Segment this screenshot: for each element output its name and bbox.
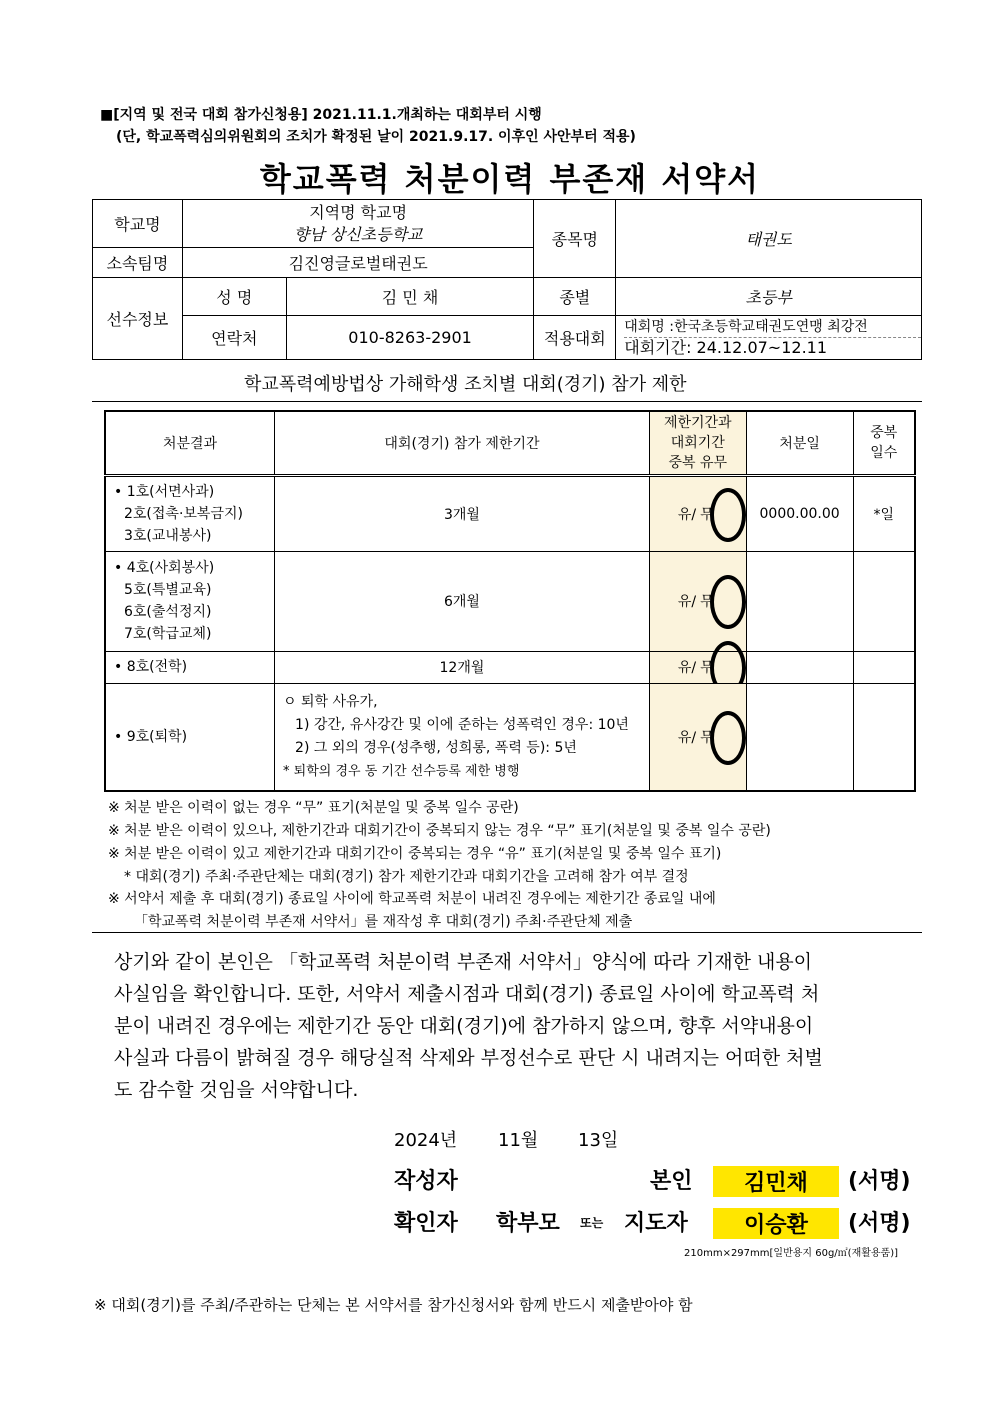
- pledge-line: 분이 내려진 경우에는 제한기간 동안 대회(경기)에 참가하지 않으며, 향후 서약내용이: [114, 1015, 814, 1037]
- school-value: 향남 상신초등학교: [293, 224, 423, 244]
- division-label: 종별: [534, 278, 616, 316]
- header-overlap-1: 제한기간과: [663, 414, 732, 431]
- header-overlap-2: 대회기간: [670, 434, 725, 451]
- paper-spec: 210mm×297mm[일반용지 60g/㎡(재활용품)]: [684, 1248, 899, 1259]
- event-cell: [616, 316, 922, 360]
- contact-label: 연락처: [182, 316, 286, 360]
- restriction-title: 학교폭력예방법상 가해학생 조치별 대회(경기) 참가 제한: [244, 374, 687, 395]
- confirm-label: 확인자: [394, 1211, 458, 1236]
- row1-period: 3개월: [275, 475, 650, 551]
- row1-days: *일: [853, 475, 915, 551]
- row4-days: [853, 683, 915, 791]
- date-day: 13일: [578, 1130, 619, 1151]
- row4-overlap: [649, 683, 746, 791]
- row4-period-line: * 퇴학의 경우 동 기간 선수등록 제한 병행: [283, 763, 520, 779]
- row4-items: • 9호(퇴학): [105, 683, 275, 791]
- pledge-line: 도 감수할 것임을 서약합니다.: [114, 1079, 359, 1101]
- restriction-table: [104, 410, 916, 792]
- row2-overlap: [649, 551, 746, 651]
- or-label: 또는: [580, 1216, 604, 1230]
- school-header: 지역명 학교명: [309, 202, 408, 222]
- header-days: [853, 411, 915, 475]
- row3-date: [746, 651, 853, 683]
- row2-date: [746, 551, 853, 651]
- header-days-1: 중복: [870, 424, 898, 441]
- note-line: 「학교폭력 처분이력 부존재 서약서」를 재작성 후 대회(경기) 주최·주관단체 제출: [134, 914, 633, 930]
- row3-yu: 유/: [677, 660, 697, 676]
- row1-mu-circled: 무: [696, 504, 718, 524]
- pledge-line: 사실과 다름이 밝혀질 경우 해당실적 삭제와 부정선수로 판단 시 내려지는 어떠한 처벌: [114, 1047, 823, 1069]
- row3-mu-circled: 무: [696, 657, 718, 677]
- row3-period: 12개월: [275, 651, 650, 683]
- header-result: 처분결과: [105, 411, 275, 475]
- row2-item: 6호(출석정지): [124, 604, 212, 620]
- team-label: 소속팀명: [93, 248, 183, 278]
- footer-note: ※ 대회(경기)를 주최/주관하는 단체는 본 서약서를 참가신청서와 함께 반드시 제출받아야 함: [94, 1296, 693, 1314]
- info-table: [92, 199, 922, 360]
- header-overlap: [649, 411, 746, 475]
- pledge-paragraph: [114, 946, 823, 1106]
- name-value: 김 민 채: [286, 278, 534, 316]
- note-line: ※ 처분 받은 이력이 있으나, 제한기간과 대회기간이 중복되지 않는 경우 “무” 표기(처분일 및 중복 일수 공란): [108, 823, 771, 839]
- notice-line-1: ■[지역 및 전국 대회 참가신청용] 2021.11.1.개최하는 대회부터 시행: [100, 107, 542, 123]
- date-year: 2024년: [394, 1130, 458, 1151]
- parent-label: 학부모: [496, 1211, 560, 1236]
- row2-period: 6개월: [275, 551, 650, 651]
- header-days-2: 일수: [870, 444, 898, 461]
- notice-line-2: (단, 학교폭력심의위원회의 조치가 확정된 날이 2021.9.17. 이후인 사안부터 적용): [116, 129, 636, 145]
- table-row: [105, 683, 915, 791]
- note-line: * 대회(경기) 주최·주관단체는 대회(경기) 참가 제한기간과 대회기간을 고려해 참가 여부 결정: [124, 869, 689, 885]
- coach-sign: (서명): [848, 1211, 911, 1236]
- row1-items: [105, 475, 275, 551]
- divider: [92, 932, 922, 933]
- table-row: [105, 551, 915, 651]
- row4-period-line: 2) 그 외의 경우(성추행, 성희롱, 폭력 등): 5년: [295, 739, 577, 756]
- header-overlap-3: 중복 유무: [668, 454, 728, 471]
- row1-overlap: [649, 475, 746, 551]
- row4-period-line: ㅇ 퇴학 사유가,: [283, 693, 378, 710]
- row2-yu: 유/: [677, 594, 697, 610]
- self-name: 김민채: [713, 1166, 839, 1197]
- contact-value: 010-8263-2901: [286, 316, 534, 360]
- row3-days: [853, 651, 915, 683]
- row2-item: 7호(학급교체): [124, 626, 212, 642]
- row4-period-line: 1) 강간, 유사강간 및 이에 준하는 성폭력인 경우: 10년: [295, 716, 629, 733]
- table-row: [105, 475, 915, 551]
- header-period: 대회(경기) 참가 제한기간: [275, 411, 650, 475]
- row2-mu-circled: 무: [696, 591, 718, 611]
- name-label: 성 명: [182, 278, 286, 316]
- coach-name: 이승환: [713, 1208, 839, 1239]
- row3-items: • 8호(전학): [105, 651, 275, 683]
- player-label: 선수정보: [93, 278, 183, 360]
- event-name: 대회명 :한국초등학교태권도연맹 최강전: [624, 317, 921, 338]
- row4-mu-circled: 무: [696, 727, 718, 747]
- self-sign: (서명): [848, 1169, 911, 1194]
- school-label: 학교명: [93, 200, 183, 248]
- row1-yu: 유/: [677, 506, 697, 523]
- self-label: 본인: [650, 1169, 693, 1194]
- document-title: 학교폭력 처분이력 부존재 서약서: [259, 160, 761, 198]
- row1-item: • 1호(서면사과): [114, 483, 215, 500]
- table-row: [105, 651, 915, 683]
- pledge-line: 상기와 같이 본인은 「학교폭력 처분이력 부존재 서약서」양식에 따라 기재한 내용이: [114, 951, 813, 973]
- sport-label: 종목명: [534, 200, 616, 278]
- date-month: 11월: [498, 1130, 539, 1151]
- note-line: ※ 처분 받은 이력이 없는 경우 “무” 표기(처분일 및 중복 일수 공란): [108, 800, 519, 816]
- row4-date: [746, 683, 853, 791]
- row1-item: 2호(접촉·보복금지): [124, 505, 243, 522]
- team-value: 김진영글로벌태권도: [182, 248, 534, 278]
- event-period: 대회기간: 24.12.07~12.11: [624, 338, 828, 357]
- header-date: 처분일: [746, 411, 853, 475]
- pledge-line: 사실임을 확인합니다. 또한, 서약서 제출시점과 대회(경기) 종료일 사이에 학교폭력 처: [114, 983, 820, 1005]
- row4-yu: 유/: [677, 729, 697, 746]
- row2-items: [105, 551, 275, 651]
- row2-item: • 4호(사회봉사): [114, 560, 215, 576]
- divider: [92, 401, 922, 402]
- writer-label: 작성자: [394, 1169, 458, 1194]
- row2-days: [853, 551, 915, 651]
- event-label: 적용대회: [534, 316, 616, 360]
- division-value: 초등부: [616, 278, 922, 316]
- row4-period: [275, 683, 650, 791]
- note-line: ※ 처분 받은 이력이 있고 제한기간과 대회기간이 중복되는 경우 “유” 표기(처분일 및 중복 일수 표기): [108, 846, 722, 862]
- coach-label: 지도자: [624, 1211, 688, 1236]
- school-cell: [182, 200, 534, 248]
- sport-value: 태권도: [616, 200, 922, 278]
- note-line: ※ 서약서 제출 후 대회(경기) 종료일 사이에 학교폭력 처분이 내려진 경우에는 제한기간 종료일 내에: [108, 891, 716, 907]
- row2-item: 5호(특별교육): [124, 582, 212, 598]
- row1-item: 3호(교내봉사): [124, 527, 212, 544]
- row3-overlap: [649, 651, 746, 683]
- row1-date: 0000.00.00: [746, 475, 853, 551]
